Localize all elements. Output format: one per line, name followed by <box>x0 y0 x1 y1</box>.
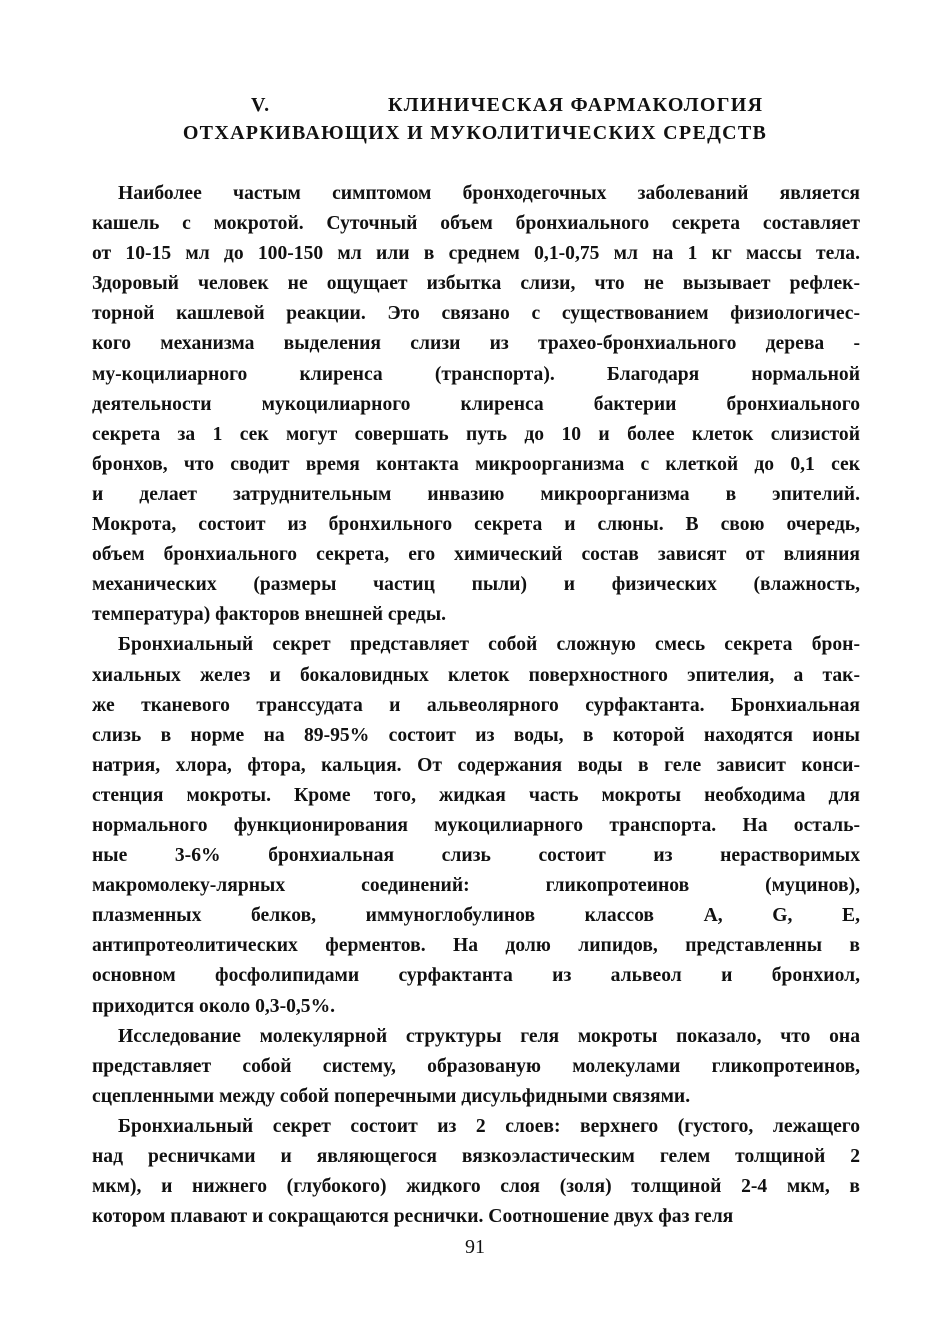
paragraph <box>92 630 860 1021</box>
chapter-title-line-2: ОТХАРКИВАЮЩИХ И МУКОЛИТИЧЕСКИХ СРЕДСТВ <box>182 122 768 144</box>
body-text <box>92 179 860 1232</box>
text-line: торной кашлевой реакции. Это связано с существованием физиологичес- <box>92 303 860 325</box>
text-line: натрия, хлора, фтора, кальция. От содержания воды в геле зависит конси- <box>92 754 860 776</box>
text-line: температура) факторов внешней среды. <box>92 604 447 626</box>
text-line: секрета за 1 сек могут совершать путь до 10 и более клеток слизистой <box>92 423 860 445</box>
text-line: Исследование молекулярной структуры геля мокроты показало, что она <box>118 1025 860 1047</box>
text-line: Здоровый человек не ощущает избытка слизи, что не вызывает рефлек- <box>92 273 860 295</box>
text-line: котором плавают и сокращаются реснички. Соотношение двух фаз геля <box>92 1206 734 1228</box>
text-line: представляет собой систему, образованую молекулами гликопротеинов, <box>92 1055 860 1077</box>
text-line: мкм), и нижнего (глубокого) жидкого слоя (золя) толщиной 2-4 мкм, в <box>92 1176 860 1198</box>
text-line: Бронхиальный секрет представляет собой сложную смесь секрета брон- <box>118 634 860 656</box>
text-line: макромолеку-лярных соединений: гликопротеинов (муцинов), <box>92 875 860 897</box>
text-line: кого механизма выделения слизи из трахео-бронхиального дерева - <box>92 333 860 355</box>
text-line: механических (размеры частиц пыли) и физических (влажность, <box>92 574 860 596</box>
text-line: му-коцилиарного клиренса (транспорта). Благодаря нормальной <box>92 363 860 385</box>
text-line: основном фосфолипидами сурфактанта из альвеол и бронхиол, <box>92 965 860 987</box>
page-number: 91 <box>465 1236 485 1258</box>
text-line: ные 3-6% бронхиальная слизь состоит из нерастворимых <box>92 845 860 867</box>
text-line: нормального функционирования мукоцилиарного транспорта. На осталь- <box>92 814 860 836</box>
text-line: деятельности мукоцилиарного клиренса бактерии бронхиального <box>92 393 860 415</box>
text-line: и делает затруднительным инвазию микроорганизма в эпителий. <box>92 483 860 505</box>
text-line: сцепленными между собой поперечными дисульфидными связями. <box>92 1085 691 1107</box>
text-line: от 10-15 мл до 100-150 мл или в среднем 0,1-0,75 мл на 1 кг массы тела. <box>92 243 860 265</box>
text-line: объем бронхиального секрета, его химический состав зависят от влияния <box>92 544 860 566</box>
text-line: Мокрота, состоит из бронхильного секрета и слюны. В свою очередь, <box>92 514 860 536</box>
chapter-title-line-1: КЛИНИЧЕСКАЯ ФАРМАКОЛОГИЯ <box>388 94 764 116</box>
paragraph <box>92 179 860 630</box>
text-line: стенция мокроты. Кроме того, жидкая часть мокроты необходима для <box>92 784 860 806</box>
text-line: Бронхиальный секрет состоит из 2 слоев: верхнего (густого, лежащего <box>118 1115 860 1137</box>
text-line: бронхов, что сводит время контакта микроорганизма с клеткой до 0,1 сек <box>92 453 860 475</box>
chapter-number: V. <box>251 94 271 116</box>
text-line: приходится около 0,3-0,5%. <box>92 995 336 1017</box>
text-line: антипротеолитических ферментов. На долю липидов, представленны в <box>92 935 860 957</box>
text-line: плазменных белков, иммуноглобулинов классов A, G, E, <box>92 905 860 927</box>
text-line: кашель с мокротой. Суточный объем бронхиального секрета составляет <box>92 213 860 235</box>
paragraph <box>92 1112 860 1232</box>
text-line: же тканевого транссудата и альвеолярного сурфактанта. Бронхиальная <box>92 694 860 716</box>
text-line: слизь в норме на 89-95% состоит из воды, в которой находятся ионы <box>92 724 860 746</box>
text-line: над ресничками и являющегося вязкоэластическим гелем толщиной 2 <box>92 1146 860 1167</box>
text-line: Наиболее частым симптомом бронходегочных заболеваний является <box>118 183 860 204</box>
text-line: хиальных желез и бокаловидных клеток поверхностного эпителия, а так- <box>92 664 860 686</box>
paragraph <box>92 1022 860 1112</box>
